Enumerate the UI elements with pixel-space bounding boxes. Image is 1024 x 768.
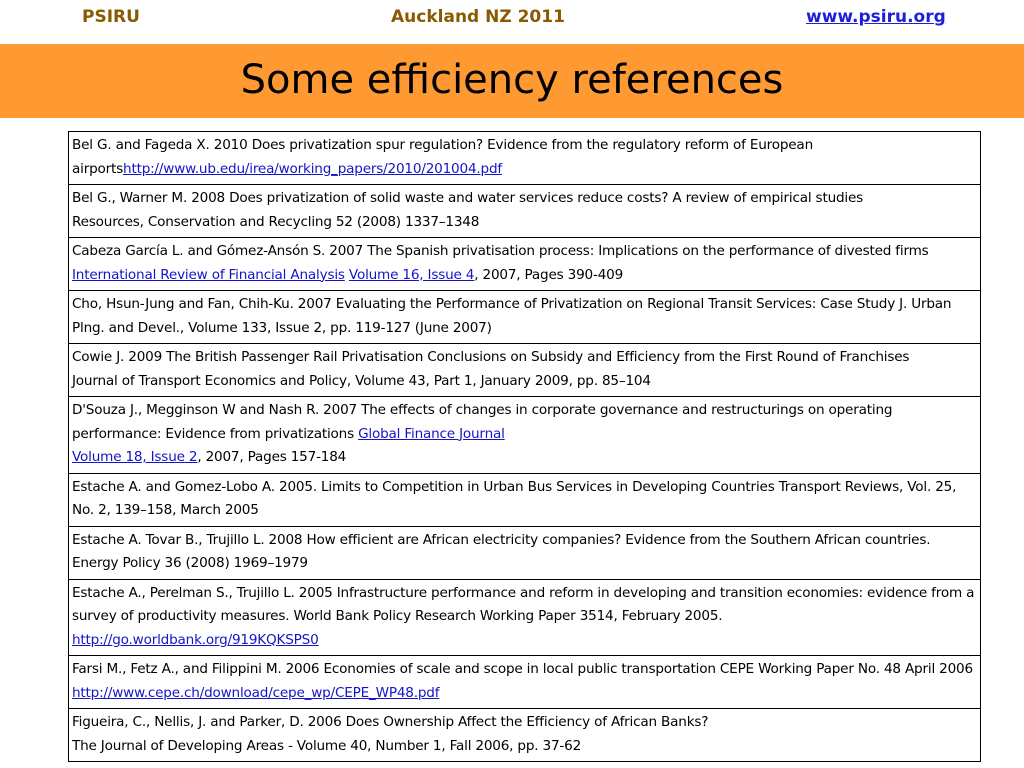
reference-text: Resources, Conservation and Recycling 52 (2008) 1337–1348	[72, 213, 480, 230]
reference-text: Cho, Hsun-Jung and Fan, Chih-Ku. 2007 Evaluating the Performance of Privatization on Regional Transit Services: Case Study J. Urban Plng. and Devel., Volume 133, Issue 2, pp. 119-127 (June 2007)	[72, 296, 952, 336]
table-row	[69, 579, 981, 656]
reference-text: Estache A. and Gomez-Lobo A. 2005. Limits to Competition in Urban Bus Services in Developing Countries Transport Reviews, Vol. 25, No. 2, 139–158, March 2005	[72, 478, 957, 518]
website-link[interactable]: www.psiru.org	[806, 7, 946, 27]
reference-text: Figueira, C., Nellis, J. and Parker, D. 2006 Does Ownership Affect the Efficiency of African Banks?	[72, 714, 709, 730]
table-row	[69, 185, 981, 238]
reference-cell	[69, 579, 981, 656]
reference-cell	[69, 526, 981, 579]
table-row	[69, 656, 981, 709]
reference-link[interactable]: International Review of Financial Analysis	[72, 266, 345, 283]
reference-cell	[69, 344, 981, 397]
reference-text: , 2007, Pages 157-184	[197, 449, 347, 465]
header-bar	[0, 0, 1024, 44]
reference-text: Cowie J. 2009 The British Passenger Rail Privatisation Conclusions on Subsidy and Efficiency from the First Round of Franchises	[72, 349, 910, 365]
reference-link[interactable]: http://www.ub.edu/irea/working_papers/2010/201004.pdf	[123, 160, 502, 177]
reference-cell	[69, 238, 981, 291]
table-row	[69, 238, 981, 291]
table-row	[69, 526, 981, 579]
reference-link[interactable]: http://www.cepe.ch/download/cepe_wp/CEPE_WP48.pdf	[72, 684, 440, 701]
table-row	[69, 132, 981, 185]
reference-text: D'Souza J., Megginson W and Nash R. 2007 The effects of changes in corporate governance and restructurings on operating performance: Evidence from privatizations	[72, 402, 893, 442]
org-label: PSIRU	[82, 7, 140, 27]
reference-text: Cabeza García L. and Gómez-Ansón S. 2007 The Spanish privatisation process: Implications on the performance of divested firms	[72, 243, 929, 259]
reference-link[interactable]: Volume 18, Issue 2	[72, 449, 198, 465]
reference-cell	[69, 132, 981, 185]
reference-link[interactable]: Global Finance Journal	[358, 425, 505, 442]
reference-link[interactable]: http://go.worldbank.org/919KQKSPS0	[72, 631, 319, 648]
reference-link[interactable]: Volume 16, Issue 4	[348, 266, 475, 283]
reference-cell	[69, 185, 981, 238]
table-row	[69, 709, 981, 762]
page-title: Some efficiency references	[240, 57, 784, 103]
reference-cell	[69, 656, 981, 709]
references-table	[68, 131, 981, 762]
table-row	[69, 291, 981, 344]
reference-text: Bel G., Warner M. 2008 Does privatization of solid waste and water services reduce costs? A review of empirical studies	[72, 190, 864, 206]
event-label: Auckland NZ 2011	[391, 7, 565, 27]
reference-cell	[69, 473, 981, 526]
reference-cell	[69, 709, 981, 762]
reference-text: Estache A. Tovar B., Trujillo L. 2008 How efficient are African electricity companies? Evidence from the Southern African countries. Energy Policy 36 (2008) 1969–1979	[72, 531, 931, 571]
reference-text: Journal of Transport Economics and Policy, Volume 43, Part 1, January 2009, pp. 85–104	[72, 372, 651, 389]
reference-text: Bel G. and Fageda X. 2010 Does privatization spur regulation? Evidence from the regulatory reform of European airports	[72, 137, 813, 177]
table-row	[69, 397, 981, 474]
title-band	[0, 44, 1024, 118]
reference-cell	[69, 397, 981, 474]
table-row	[69, 473, 981, 526]
reference-text: , 2007, Pages 390-409	[474, 266, 624, 283]
reference-cell	[69, 291, 981, 344]
table-row	[69, 344, 981, 397]
reference-text: Estache A., Perelman S., Trujillo L. 2005 Infrastructure performance and reform in developing and transition economies: evidence from a survey of productivity measures. World Bank Policy Research Working Paper 3514, February 2005.	[72, 584, 975, 624]
reference-text: The Journal of Developing Areas - Volume 40, Number 1, Fall 2006, pp. 37-62	[72, 737, 582, 754]
reference-text: Farsi M., Fetz A., and Filippini M. 2006 Economies of scale and scope in local public transportation CEPE Working Paper No. 48 April 2006	[72, 661, 973, 677]
